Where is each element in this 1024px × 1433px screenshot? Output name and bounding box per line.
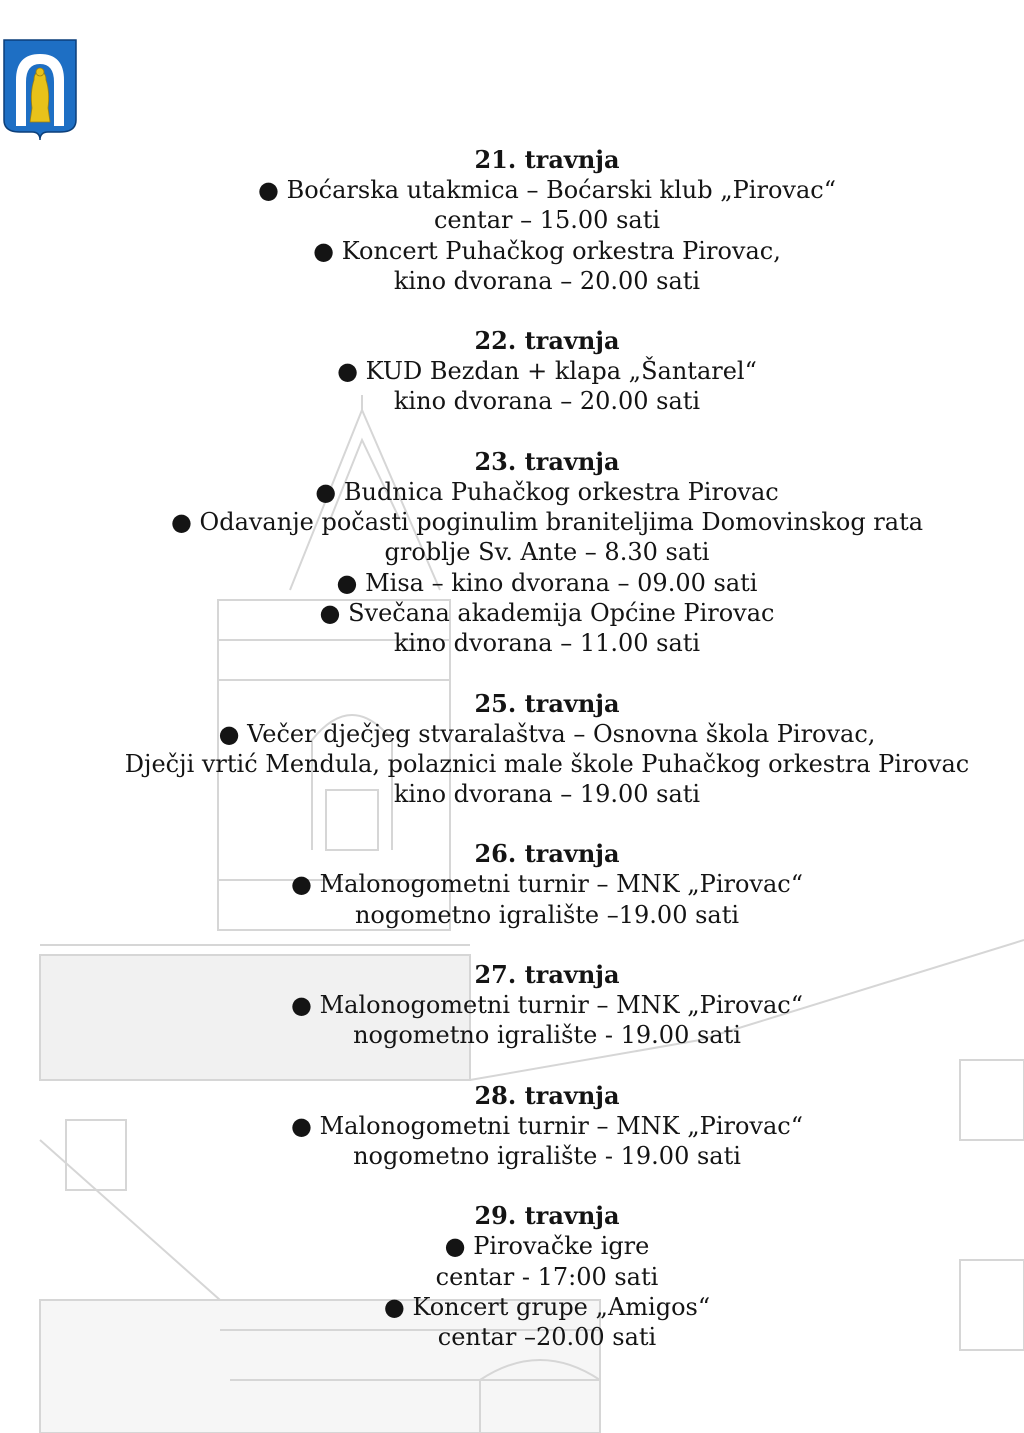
event-line: nogometno igralište - 19.00 sati (353, 1021, 741, 1050)
coat-of-arms-icon (0, 36, 80, 140)
event-line: kino dvorana – 20.00 sati (393, 387, 701, 416)
event-line: ● Malonogometni turnir – MNK „Pirovac“ (291, 870, 803, 899)
day-title: 28. travnja (474, 1080, 620, 1110)
day-block (0, 447, 1024, 659)
day-title: 27. travnja (474, 960, 620, 990)
day-block (0, 326, 1024, 417)
day-block (0, 960, 1024, 1051)
event-line: nogometno igralište –19.00 sati (354, 900, 740, 929)
event-line: ● Malonogometni turnir – MNK „Pirovac“ (291, 1111, 803, 1140)
day-title: 22. travnja (474, 326, 620, 356)
day-block (0, 839, 1024, 930)
event-line: ● Koncert Puhačkog orkestra Pirovac, (313, 236, 781, 265)
event-line: Dječji vrtić Mendula, polaznici male škole Puhačkog orkestra Pirovac (124, 749, 970, 778)
event-line: ● Pirovačke igre (444, 1232, 650, 1261)
day-block (0, 145, 1024, 296)
event-line: kino dvorana – 19.00 sati (393, 780, 701, 809)
day-title: 25. travnja (474, 688, 620, 718)
day-title: 26. travnja (474, 839, 620, 869)
event-line: ● Večer dječjeg stvaralaštva – Osnovna škola Pirovac, (218, 719, 876, 748)
event-line: ● Malonogometni turnir – MNK „Pirovac“ (291, 991, 803, 1020)
event-line: ● Svečana akademija Općine Pirovac (319, 598, 775, 627)
event-line: kino dvorana – 20.00 sati (393, 266, 701, 295)
event-line: centar - 17:00 sati (435, 1262, 659, 1291)
event-line: centar – 15.00 sati (433, 206, 661, 235)
day-title: 21. travnja (474, 145, 620, 174)
day-block (0, 1081, 1024, 1172)
event-line: ● Koncert grupe „Amigos“ (383, 1292, 711, 1321)
day-block (0, 689, 1024, 810)
day-block (0, 1201, 1024, 1352)
event-line: groblje Sv. Ante – 8.30 sati (384, 538, 710, 567)
event-line: ● KUD Bezdan + klapa „Šantarel“ (337, 357, 757, 386)
event-program (0, 145, 1024, 1382)
event-line: ● Odavanje počasti poginulim braniteljima Domovinskog rata (170, 508, 924, 537)
event-line: ● Budnica Puhačkog orkestra Pirovac (315, 477, 779, 506)
event-line: nogometno igralište - 19.00 sati (353, 1141, 741, 1170)
event-line: centar –20.00 sati (437, 1323, 657, 1352)
event-line: ● Boćarska utakmica – Boćarski klub „Pirovac“ (258, 176, 836, 204)
day-title: 23. travnja (474, 446, 620, 476)
day-title: 29. travnja (474, 1201, 620, 1231)
event-line: ● Misa – kino dvorana – 09.00 sati (336, 568, 758, 597)
event-line: kino dvorana – 11.00 sati (393, 629, 701, 658)
